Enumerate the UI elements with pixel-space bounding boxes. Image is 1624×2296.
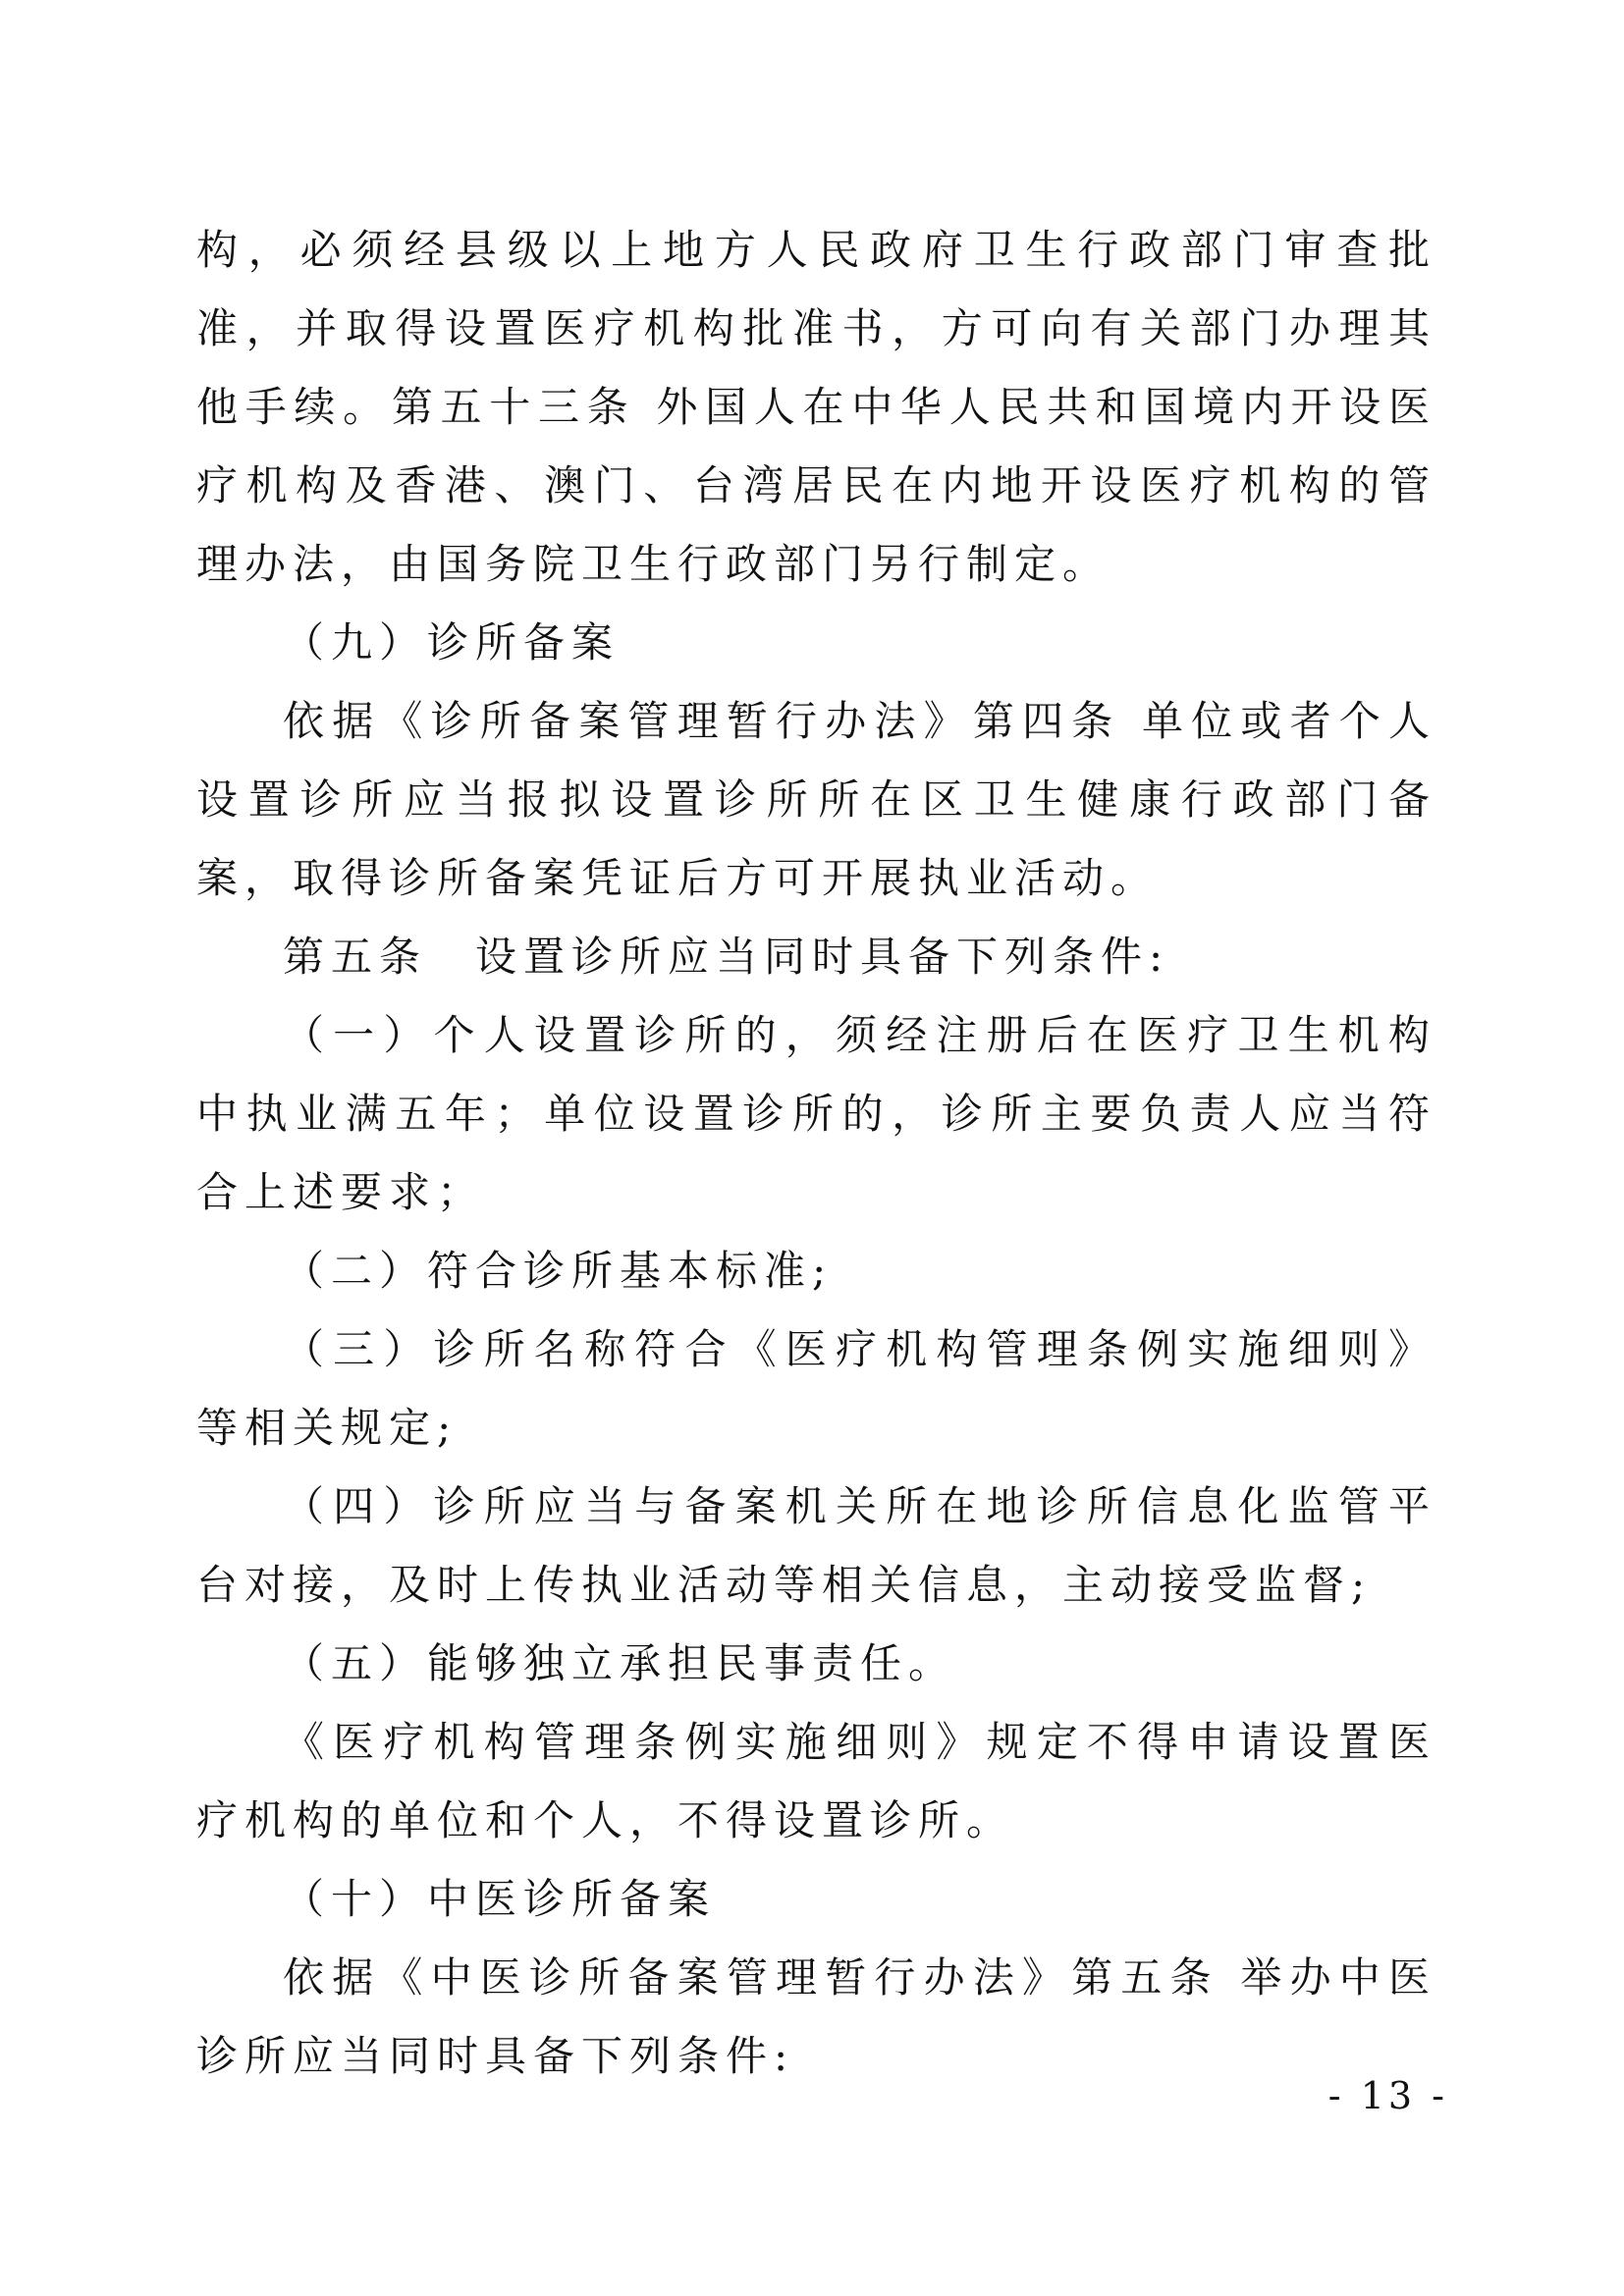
paragraph-tcm-clinic-basis: 依据《中医诊所备案管理暂行办法》第五条 举办中医诊所应当同时具备下列条件: bbox=[196, 1953, 1436, 2080]
section-heading-tcm-clinic-filing: （十）中医诊所备案 bbox=[283, 1875, 717, 1923]
list-item-condition-4: （四）诊所应当与备案机关所在地诊所信息化监管平台对接，及时上传执业活动等相关信息，主动接受监督; bbox=[196, 1482, 1436, 1609]
page-number: - 13 - bbox=[1327, 2074, 1448, 2117]
paragraph-continuation: 构，必须经县级以上地方人民政府卫生行政部门审查批准，并取得设置医疗机构批准书，方可向有关部门办理其他手续。第五十三条 外国人在中华人民共和国境内开设医疗机构及香港、澳门、台湾居民在内地开设医疗机构的管理办法，由国务院卫生行政部门另行制定。 bbox=[196, 226, 1436, 588]
list-item-condition-2: （二）符合诊所基本标准; bbox=[283, 1247, 834, 1295]
paragraph-prohibited-applicants: 《医疗机构管理条例实施细则》规定不得申请设置医疗机构的单位和个人，不得设置诊所。 bbox=[196, 1718, 1436, 1844]
document-body bbox=[196, 211, 1436, 2096]
list-item-condition-1: （一）个人设置诊所的，须经注册后在医疗卫生机构中执业满五年；单位设置诊所的，诊所主要负责人应当符合上述要求； bbox=[196, 1011, 1436, 1216]
list-item-condition-3: （三）诊所名称符合《医疗机构管理条例实施细则》等相关规定; bbox=[196, 1325, 1436, 1452]
paragraph-clinic-filing-basis: 依据《诊所备案管理暂行办法》第四条 单位或者个人设置诊所应当报拟设置诊所所在区卫生健康行政部门备案，取得诊所备案凭证后方可开展执业活动。 bbox=[196, 697, 1436, 902]
list-item-condition-5: （五）能够独立承担民事责任。 bbox=[283, 1639, 957, 1687]
paragraph-article-five: 第五条 设置诊所应当同时具备下列条件: bbox=[283, 933, 1170, 981]
section-heading-clinic-filing: （九）诊所备案 bbox=[283, 618, 621, 667]
